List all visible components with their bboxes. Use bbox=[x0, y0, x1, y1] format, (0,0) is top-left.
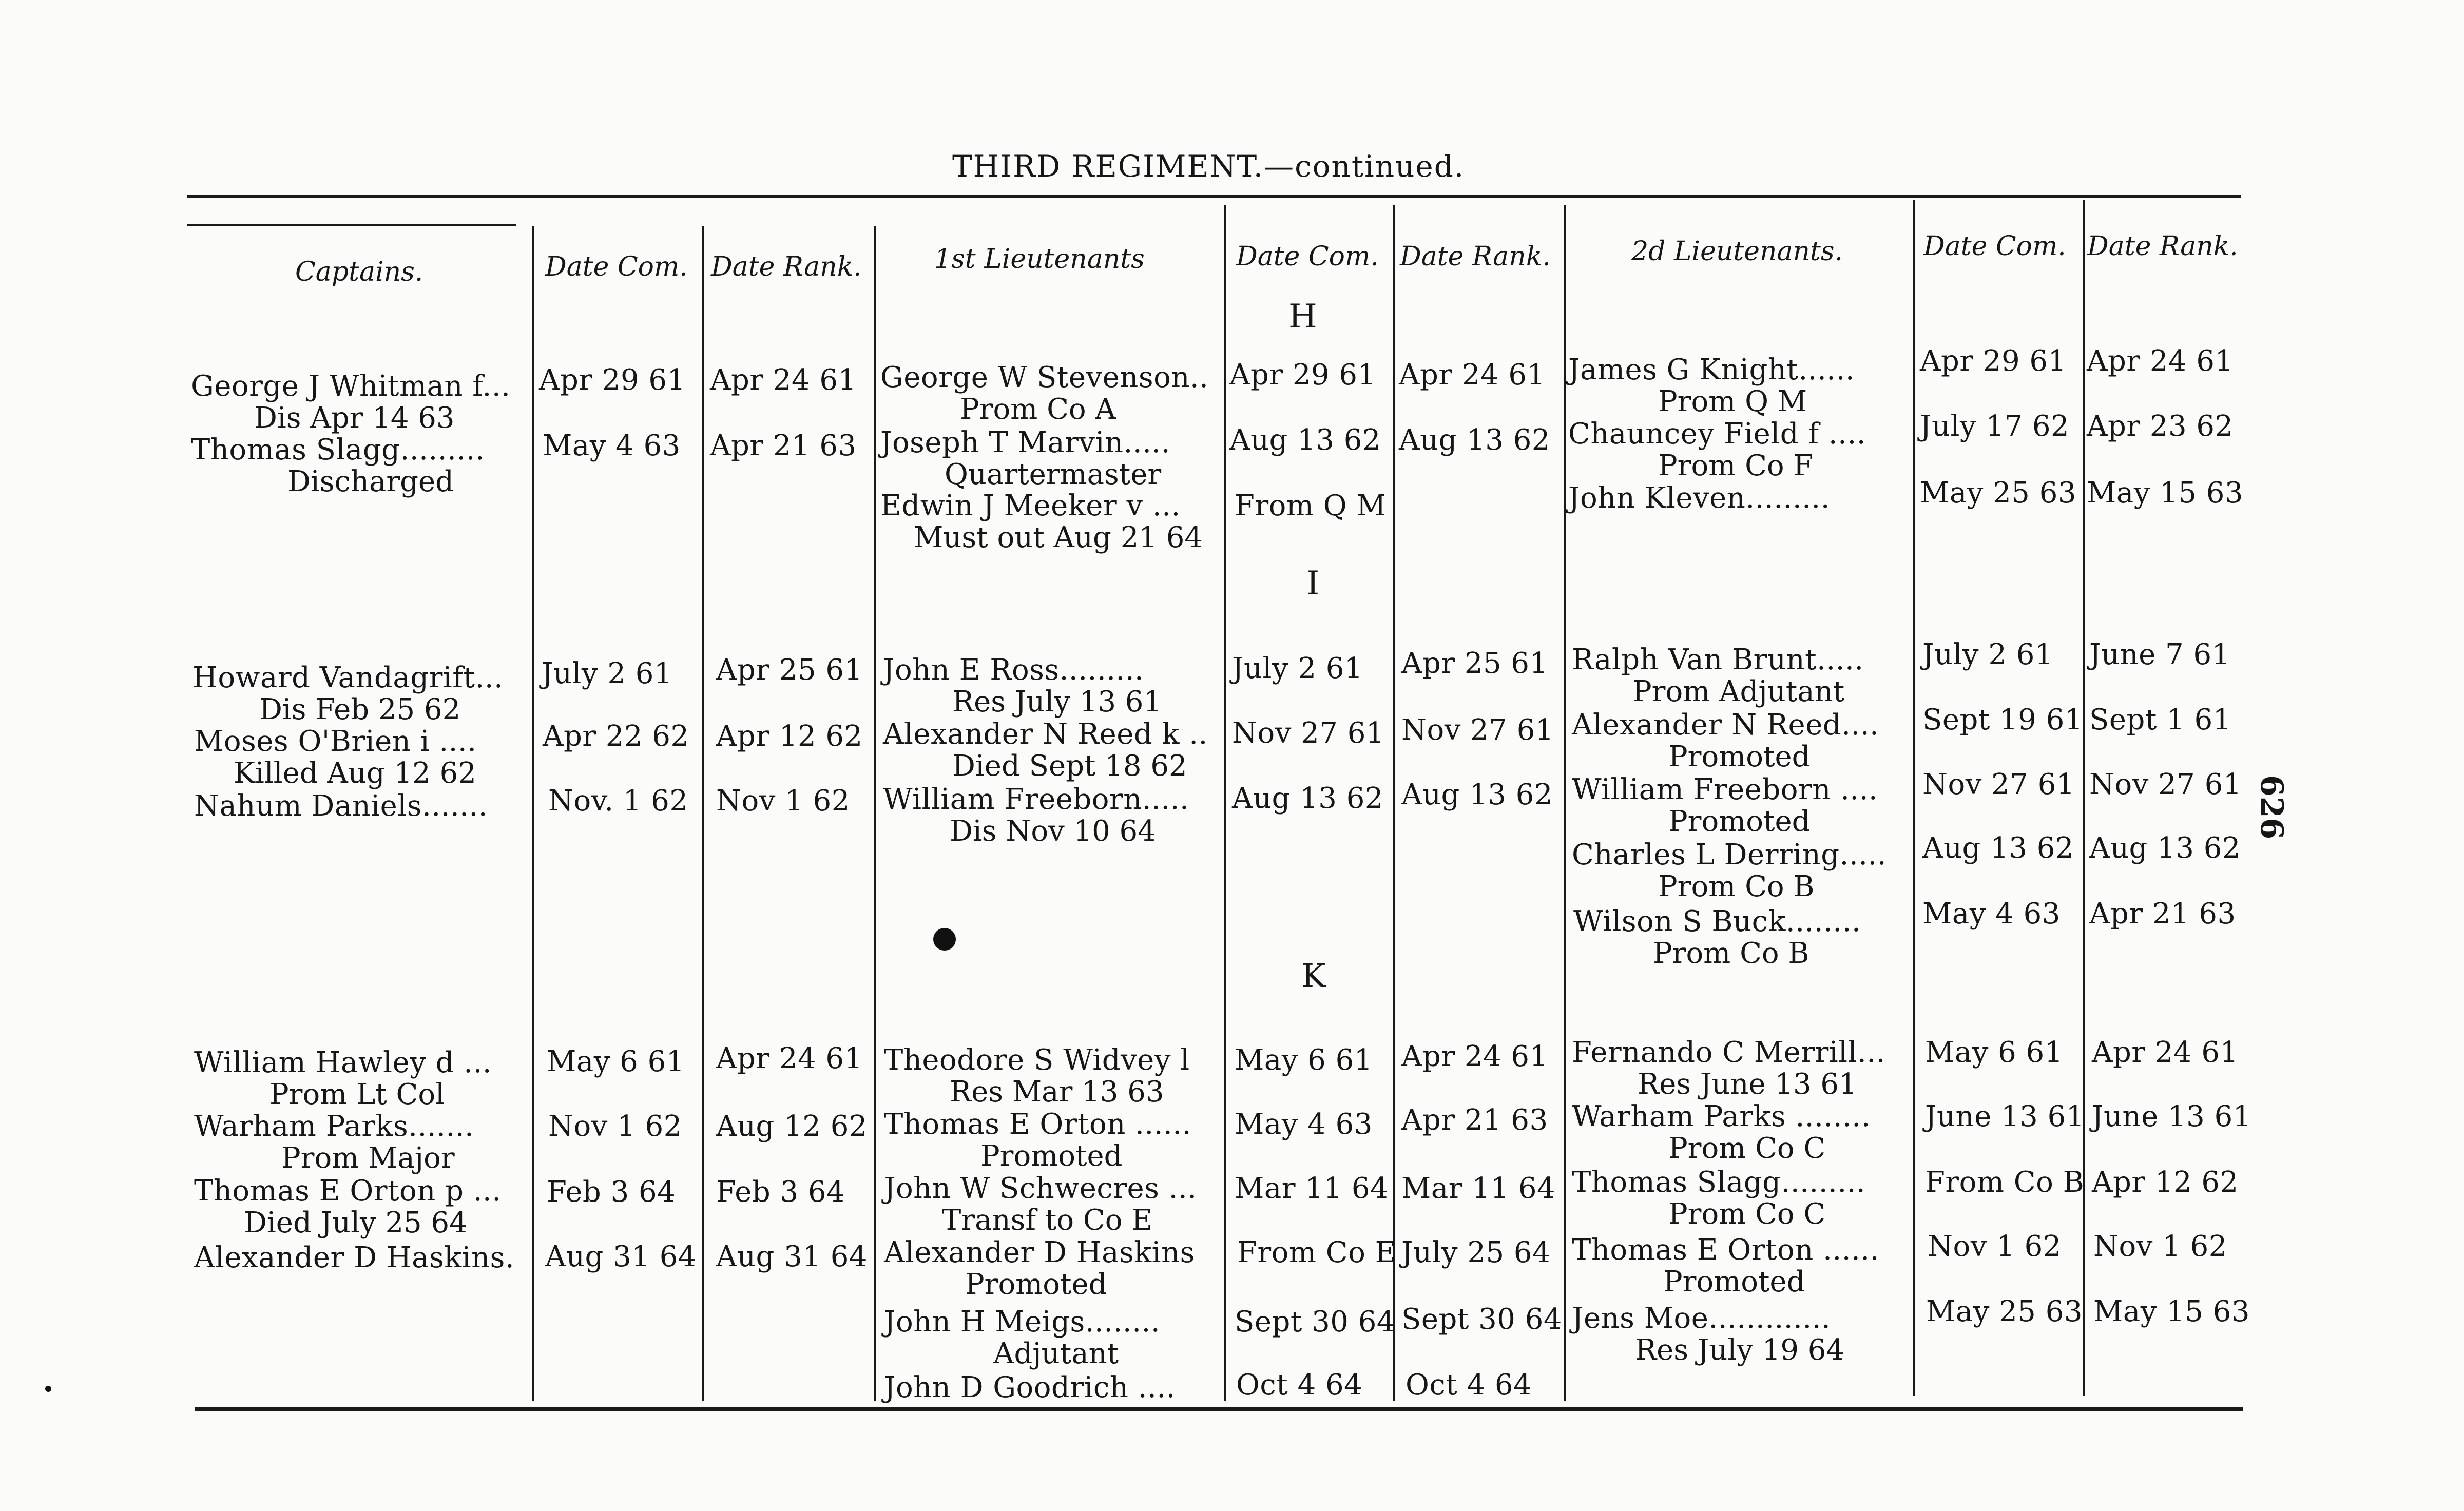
first-lt-note: Promoted bbox=[965, 1268, 1107, 1301]
second-lt-date-rank: Apr 21 63 bbox=[2089, 897, 2236, 931]
company-letter-i: I bbox=[1306, 565, 1320, 603]
second-lt-name: Alexander N Reed.... bbox=[1572, 708, 1879, 742]
column-divider bbox=[874, 226, 876, 1401]
first-lt-name: John W Schwecres ... bbox=[884, 1172, 1197, 1205]
first-lt-date-com: Mar 11 64 bbox=[1235, 1172, 1389, 1205]
second-lt-note: Prom Adjutant bbox=[1632, 675, 1845, 708]
captain-note: Prom Major bbox=[281, 1141, 455, 1175]
first-lt-date-rank: Nov 27 61 bbox=[1401, 713, 1554, 747]
second-lt-date-com: From Co B bbox=[1925, 1166, 2085, 1199]
header-captains: Captains. bbox=[295, 257, 424, 287]
captain-name: Alexander D Haskins. bbox=[194, 1241, 515, 1274]
first-lt-date-com: Aug 13 62 bbox=[1229, 423, 1381, 457]
column-divider bbox=[2083, 200, 2085, 1396]
captain-date-rank: Feb 3 64 bbox=[716, 1175, 845, 1209]
header-date-com: Date Com. bbox=[1236, 241, 1379, 272]
second-lt-date-rank: May 15 63 bbox=[2087, 476, 2243, 510]
first-lt-date-rank: Apr 24 61 bbox=[1399, 358, 1546, 392]
captain-name: Thomas E Orton p ... bbox=[194, 1174, 502, 1208]
header-first-lieutenants: 1st Lieutenants bbox=[934, 244, 1145, 275]
second-lt-date-com: June 13 61 bbox=[1925, 1100, 2085, 1133]
second-lt-name: Jens Moe............. bbox=[1572, 1302, 1831, 1335]
first-lt-name: Alexander N Reed k .. bbox=[883, 718, 1208, 751]
column-divider bbox=[1224, 205, 1226, 1401]
first-lt-date-com: Nov 27 61 bbox=[1232, 716, 1384, 750]
second-lt-note: Promoted bbox=[1668, 805, 1811, 838]
company-letter-k: K bbox=[1301, 957, 1326, 995]
first-lt-name: Joseph T Marvin..... bbox=[880, 426, 1171, 459]
captain-date-rank: Nov 1 62 bbox=[716, 784, 850, 818]
header-date-rank: Date Rank. bbox=[711, 251, 862, 282]
second-lt-note: Prom Co B bbox=[1658, 870, 1815, 903]
second-lt-date-com: July 2 61 bbox=[1922, 638, 2054, 671]
captain-name: Warham Parks....... bbox=[194, 1110, 474, 1143]
second-lt-name: Chauncey Field f .... bbox=[1568, 417, 1866, 451]
second-lt-note: Prom Co B bbox=[1653, 937, 1810, 970]
first-lt-note: Res Mar 13 63 bbox=[950, 1075, 1164, 1109]
captain-date-com: Apr 29 61 bbox=[539, 363, 686, 397]
second-lt-name: Ralph Van Brunt..... bbox=[1572, 643, 1864, 676]
captain-name: Thomas Slagg......... bbox=[191, 433, 485, 467]
first-lt-note: Must out Aug 21 64 bbox=[914, 521, 1203, 554]
first-lt-date-com: Aug 13 62 bbox=[1232, 782, 1383, 815]
top-rule bbox=[187, 195, 2241, 198]
second-lt-date-com: May 25 63 bbox=[1926, 1295, 2083, 1328]
first-lt-note: Transf to Co E bbox=[942, 1204, 1153, 1237]
first-lt-name: John D Goodrich .... bbox=[884, 1371, 1176, 1404]
first-lt-name: Alexander D Haskins bbox=[884, 1236, 1195, 1269]
captain-date-rank: Aug 12 62 bbox=[716, 1110, 868, 1143]
header-date-rank: Date Rank. bbox=[1400, 241, 1551, 272]
captain-note: Dis Apr 14 63 bbox=[254, 401, 455, 435]
first-lt-date-com: From Q M bbox=[1235, 489, 1387, 522]
second-lt-date-com: Nov 27 61 bbox=[1922, 768, 2075, 801]
column-divider bbox=[1564, 205, 1566, 1401]
captain-note: Dis Feb 25 62 bbox=[259, 693, 461, 726]
first-lt-name: Theodore S Widvey l bbox=[884, 1043, 1190, 1077]
ink-dot bbox=[45, 1386, 51, 1392]
captain-name: Howard Vandagrift... bbox=[192, 661, 504, 694]
column-divider bbox=[1393, 205, 1395, 1401]
top-rule-lower bbox=[187, 224, 516, 226]
captain-date-com: Nov 1 62 bbox=[548, 1110, 682, 1143]
first-lt-date-rank: Apr 21 63 bbox=[1401, 1103, 1548, 1137]
captain-name: George J Whitman f... bbox=[191, 370, 511, 403]
captain-name: Moses O'Brien i .... bbox=[194, 725, 477, 758]
first-lt-name: John H Meigs........ bbox=[884, 1305, 1161, 1339]
header-second-lieutenants: 2d Lieutenants. bbox=[1631, 236, 1843, 267]
first-lt-name: John E Ross......... bbox=[883, 653, 1144, 687]
page-number: 626 bbox=[2254, 775, 2289, 840]
first-lt-note: Prom Co A bbox=[960, 393, 1116, 426]
column-divider bbox=[532, 226, 534, 1401]
captain-note: Prom Lt Col bbox=[270, 1078, 445, 1111]
first-lt-date-com: Sept 30 64 bbox=[1235, 1305, 1395, 1339]
first-lt-name: Edwin J Meeker v ... bbox=[880, 489, 1181, 522]
second-lt-date-rank: Apr 24 61 bbox=[2092, 1036, 2239, 1069]
second-lt-date-rank: June 13 61 bbox=[2092, 1100, 2251, 1133]
captain-name: William Hawley d ... bbox=[194, 1046, 492, 1079]
second-lt-note: Res June 13 61 bbox=[1638, 1068, 1857, 1101]
first-lt-date-rank: Oct 4 64 bbox=[1406, 1368, 1532, 1402]
second-lt-name: Wilson S Buck........ bbox=[1573, 905, 1861, 938]
captain-date-rank: Aug 31 64 bbox=[716, 1240, 868, 1273]
captain-date-com: May 4 63 bbox=[543, 429, 681, 462]
captain-date-com: July 2 61 bbox=[542, 657, 673, 690]
first-lt-date-rank: July 25 64 bbox=[1401, 1236, 1551, 1269]
first-lt-date-com: May 4 63 bbox=[1235, 1108, 1373, 1141]
ink-blot bbox=[933, 928, 956, 951]
bottom-rule bbox=[195, 1407, 2243, 1411]
captain-note: Died July 25 64 bbox=[244, 1206, 468, 1239]
first-lt-date-rank: Mar 11 64 bbox=[1401, 1172, 1556, 1205]
first-lt-date-com: From Co E bbox=[1237, 1236, 1396, 1269]
company-letter-h: H bbox=[1288, 298, 1317, 336]
second-lt-date-com: Nov 1 62 bbox=[1928, 1230, 2062, 1263]
first-lt-name: George W Stevenson.. bbox=[880, 361, 1209, 394]
captain-name: Nahum Daniels....... bbox=[194, 789, 488, 823]
first-lt-date-com: May 6 61 bbox=[1235, 1043, 1373, 1077]
second-lt-note: Prom Co C bbox=[1668, 1197, 1826, 1231]
column-divider bbox=[702, 226, 704, 1401]
first-lt-date-rank: Sept 30 64 bbox=[1401, 1303, 1562, 1336]
second-lt-note: Prom Co C bbox=[1668, 1132, 1826, 1165]
second-lt-note: Res July 19 64 bbox=[1635, 1333, 1845, 1367]
second-lt-name: John Kleven......... bbox=[1568, 481, 1831, 515]
second-lt-note: Prom Co F bbox=[1658, 449, 1814, 482]
first-lt-date-com: Apr 29 61 bbox=[1229, 358, 1376, 392]
second-lt-date-rank: June 7 61 bbox=[2089, 638, 2230, 671]
second-lt-name: Thomas Slagg......... bbox=[1572, 1166, 1866, 1199]
captain-date-rank: Apr 21 63 bbox=[710, 429, 857, 462]
second-lt-date-rank: Nov 27 61 bbox=[2089, 768, 2242, 801]
captain-date-rank: Apr 24 61 bbox=[710, 363, 857, 397]
header-date-rank: Date Rank. bbox=[2087, 231, 2238, 262]
captain-date-com: Aug 31 64 bbox=[545, 1240, 697, 1273]
captain-note: Discharged bbox=[287, 465, 454, 498]
second-lt-date-com: Aug 13 62 bbox=[1922, 831, 2074, 865]
first-lt-name: Thomas E Orton ...... bbox=[884, 1108, 1191, 1141]
first-lt-date-com: July 2 61 bbox=[1232, 652, 1363, 685]
header-date-com: Date Com. bbox=[1923, 231, 2066, 262]
first-lt-date-rank: Aug 13 62 bbox=[1399, 423, 1550, 457]
first-lt-date-rank: Apr 24 61 bbox=[1401, 1040, 1548, 1073]
captain-date-com: Nov. 1 62 bbox=[548, 784, 688, 818]
first-lt-note: Adjutant bbox=[993, 1337, 1119, 1370]
second-lt-name: William Freeborn .... bbox=[1572, 773, 1878, 806]
column-divider bbox=[1913, 200, 1915, 1396]
captain-date-com: Apr 22 62 bbox=[543, 720, 689, 753]
page-title: THIRD REGIMENT.—continued. bbox=[952, 149, 1465, 184]
second-lt-date-rank: Aug 13 62 bbox=[2089, 831, 2241, 865]
second-lt-date-com: July 17 62 bbox=[1920, 410, 2070, 443]
second-lt-date-rank: Nov 1 62 bbox=[2093, 1230, 2227, 1263]
second-lt-date-com: May 25 63 bbox=[1920, 476, 2076, 510]
header-date-com: Date Com. bbox=[545, 251, 688, 282]
second-lt-date-rank: Apr 23 62 bbox=[2087, 410, 2234, 443]
second-lt-date-rank: Sept 1 61 bbox=[2089, 703, 2231, 737]
second-lt-date-com: Apr 29 61 bbox=[1920, 344, 2067, 378]
captain-date-com: Feb 3 64 bbox=[547, 1175, 676, 1209]
first-lt-date-rank: Apr 25 61 bbox=[1401, 647, 1548, 680]
second-lt-note: Prom Q M bbox=[1658, 385, 1807, 418]
first-lt-note: Dis Nov 10 64 bbox=[950, 815, 1156, 848]
first-lt-note: Died Sept 18 62 bbox=[952, 749, 1187, 783]
second-lt-date-rank: May 15 63 bbox=[2093, 1295, 2250, 1328]
second-lt-date-com: May 6 61 bbox=[1925, 1036, 2063, 1069]
captain-date-com: May 6 61 bbox=[547, 1045, 685, 1078]
second-lt-date-com: May 4 63 bbox=[1922, 897, 2061, 931]
captain-note: Killed Aug 12 62 bbox=[234, 757, 476, 790]
captain-date-rank: Apr 12 62 bbox=[716, 720, 863, 753]
second-lt-name: Fernando C Merrill... bbox=[1572, 1036, 1885, 1069]
second-lt-name: Warham Parks ........ bbox=[1572, 1100, 1871, 1133]
first-lt-name: William Freeborn..... bbox=[883, 783, 1189, 816]
first-lt-note: Res July 13 61 bbox=[952, 685, 1162, 719]
second-lt-name: Thomas E Orton ...... bbox=[1572, 1233, 1879, 1267]
first-lt-date-com: Oct 4 64 bbox=[1236, 1368, 1363, 1402]
second-lt-note: Promoted bbox=[1668, 740, 1811, 773]
second-lt-date-rank: Apr 24 61 bbox=[2087, 344, 2234, 378]
first-lt-note: Promoted bbox=[980, 1139, 1123, 1173]
captain-date-rank: Apr 25 61 bbox=[716, 653, 863, 687]
second-lt-date-com: Sept 19 61 bbox=[1922, 703, 2083, 737]
first-lt-note: Quartermaster bbox=[945, 458, 1162, 491]
second-lt-date-rank: Apr 12 62 bbox=[2092, 1166, 2239, 1199]
captain-date-rank: Apr 24 61 bbox=[716, 1042, 863, 1075]
first-lt-date-rank: Aug 13 62 bbox=[1401, 778, 1553, 811]
second-lt-name: Charles L Derring..... bbox=[1572, 838, 1887, 871]
second-lt-note: Promoted bbox=[1663, 1265, 1805, 1299]
second-lt-name: James G Knight...... bbox=[1568, 353, 1855, 386]
